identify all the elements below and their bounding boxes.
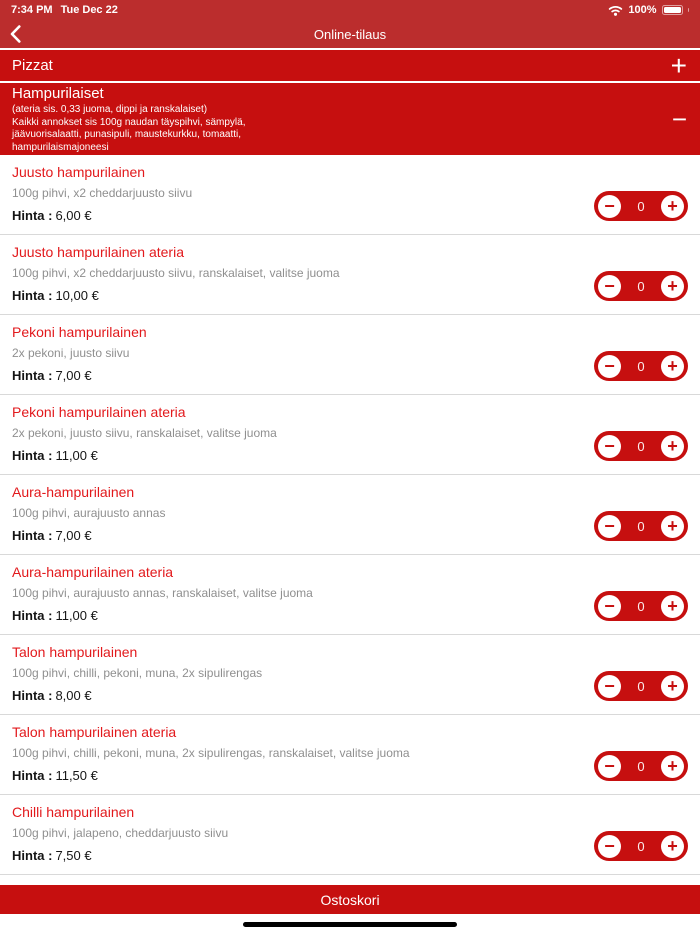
menu-item-row — [0, 795, 700, 875]
home-strip — [0, 914, 700, 934]
section-header-hampurilaiset[interactable] — [0, 83, 700, 155]
nav-bar — [0, 20, 700, 48]
price-value: 11,00 € — [55, 608, 98, 623]
increment-button[interactable]: + — [661, 515, 684, 538]
quantity-stepper — [594, 191, 688, 221]
item-price — [12, 848, 688, 863]
decrement-button[interactable]: − — [598, 835, 621, 858]
section-text — [12, 84, 245, 154]
item-price — [12, 288, 688, 303]
home-indicator[interactable] — [243, 922, 457, 927]
price-label: Hinta : — [12, 368, 53, 383]
menu-item-row — [0, 395, 700, 475]
item-price — [12, 448, 688, 463]
menu-item-row — [0, 235, 700, 315]
item-price — [12, 368, 688, 383]
item-price — [12, 688, 688, 703]
increment-button[interactable]: + — [661, 195, 684, 218]
price-value: 8,00 € — [55, 688, 92, 703]
item-title: Pekoni hampurilainen ateria — [12, 404, 186, 420]
item-title: Pekoni hampurilainen — [12, 324, 147, 340]
menu-list — [0, 155, 700, 875]
quantity-stepper — [594, 351, 688, 381]
quantity-value: 0 — [637, 198, 645, 214]
item-price — [12, 768, 688, 783]
menu-item-row — [0, 635, 700, 715]
item-title: Aura-hampurilainen ateria — [12, 564, 174, 580]
quantity-stepper — [594, 751, 688, 781]
quantity-value: 0 — [637, 278, 645, 294]
decrement-button[interactable]: − — [598, 355, 621, 378]
price-label: Hinta : — [12, 768, 53, 783]
section-subtitle-line: jäävuorisalaatti, punasipuli, maustekurkku, tomaatti, — [12, 129, 242, 140]
item-price — [12, 208, 688, 223]
quantity-stepper — [594, 591, 688, 621]
increment-button[interactable]: + — [661, 355, 684, 378]
decrement-button[interactable]: − — [598, 675, 621, 698]
menu-item-row — [0, 555, 700, 635]
page-title: Online-tilaus — [313, 26, 387, 42]
section-label: Hampurilaiset — [12, 85, 104, 102]
quantity-value: 0 — [637, 518, 645, 534]
item-title: Juusto hampurilainen ateria — [12, 244, 184, 260]
decrement-button[interactable]: − — [598, 515, 621, 538]
price-value: 7,50 € — [55, 848, 92, 863]
increment-button[interactable]: + — [661, 835, 684, 858]
quantity-value: 0 — [637, 598, 645, 614]
quantity-value: 0 — [637, 678, 645, 694]
price-label: Hinta : — [12, 288, 53, 303]
menu-item-row — [0, 315, 700, 395]
item-description: 100g pihvi, chilli, pekoni, muna, 2x sipulirengas, ranskalaiset, valitse juoma — [12, 746, 410, 760]
price-value: 11,50 € — [55, 768, 98, 783]
quantity-stepper — [594, 671, 688, 701]
price-label: Hinta : — [12, 528, 53, 543]
price-label: Hinta : — [12, 208, 53, 223]
item-description: 100g pihvi, x2 cheddarjuusto siivu — [12, 186, 193, 200]
collapse-minus-icon[interactable]: − — [671, 104, 687, 134]
price-label: Hinta : — [12, 448, 53, 463]
status-date: Tue Dec 22 — [60, 4, 118, 16]
price-value: 6,00 € — [55, 208, 92, 223]
quantity-value: 0 — [637, 358, 645, 374]
item-description: 2x pekoni, juusto siivu, ranskalaiset, valitse juoma — [12, 426, 277, 440]
section-subtitle-line: hampurilaismajoneesi — [12, 141, 109, 153]
price-value: 11,00 € — [55, 448, 98, 463]
decrement-button[interactable]: − — [598, 275, 621, 298]
battery-nub-icon — [688, 8, 690, 12]
decrement-button[interactable]: − — [598, 435, 621, 458]
decrement-button[interactable]: − — [598, 195, 621, 218]
price-value: 7,00 € — [55, 528, 92, 543]
item-price — [12, 608, 688, 623]
section-subtitle-line: (ateria sis. 0,33 juoma, dippi ja ranskalaiset) — [12, 104, 208, 115]
item-title: Aura-hampurilainen — [12, 484, 135, 500]
expand-plus-icon[interactable]: + — [670, 49, 687, 81]
menu-item-row — [0, 715, 700, 795]
item-description: 100g pihvi, jalapeno, cheddarjuusto siivu — [12, 826, 229, 840]
quantity-stepper — [594, 431, 688, 461]
item-description: 100g pihvi, aurajuusto annas, ranskalaiset, valitse juoma — [12, 586, 313, 600]
increment-button[interactable]: + — [661, 675, 684, 698]
section-label: Pizzat — [12, 57, 53, 74]
item-description: 100g pihvi, aurajuusto annas — [12, 506, 166, 520]
quantity-value: 0 — [637, 838, 645, 854]
back-button[interactable] — [10, 20, 21, 48]
quantity-stepper — [594, 271, 688, 301]
battery-percent: 100% — [628, 4, 657, 16]
item-description: 100g pihvi, chilli, pekoni, muna, 2x sipulirengas — [12, 666, 263, 680]
status-left — [11, 4, 118, 16]
price-value: 7,00 € — [55, 368, 92, 383]
item-description: 2x pekoni, juusto siivu — [12, 346, 130, 360]
increment-button[interactable]: + — [661, 275, 684, 298]
item-title: Talon hampurilainen ateria — [12, 724, 177, 740]
status-time: 7:34 PM — [11, 4, 53, 16]
increment-button[interactable]: + — [661, 755, 684, 778]
chevron-left-icon — [10, 25, 21, 43]
increment-button[interactable]: + — [661, 595, 684, 618]
decrement-button[interactable]: − — [598, 595, 621, 618]
item-price — [12, 528, 688, 543]
price-value: 10,00 € — [55, 288, 99, 303]
decrement-button[interactable]: − — [598, 755, 621, 778]
quantity-stepper — [594, 511, 688, 541]
item-title: Juusto hampurilainen — [12, 164, 146, 180]
price-label: Hinta : — [12, 848, 53, 863]
section-subtitle-line: Kaikki annokset sis 100g naudan täyspihvi, sämpylä, — [12, 116, 246, 128]
status-right — [608, 4, 689, 16]
section-header-pizzat[interactable] — [0, 50, 700, 81]
increment-button[interactable]: + — [661, 435, 684, 458]
item-description: 100g pihvi, x2 cheddarjuusto siivu, ranskalaiset, valitse juoma — [12, 266, 340, 280]
price-label: Hinta : — [12, 608, 53, 623]
price-label: Hinta : — [12, 688, 53, 703]
quantity-stepper — [594, 831, 688, 861]
wifi-icon — [608, 5, 623, 16]
status-bar — [0, 0, 700, 20]
item-title: Chilli hampurilainen — [12, 804, 135, 820]
item-title: Talon hampurilainen — [12, 644, 138, 660]
menu-item-row — [0, 155, 700, 235]
menu-item-row — [0, 475, 700, 555]
quantity-value: 0 — [637, 758, 645, 774]
cart-button[interactable]: Ostoskori — [0, 885, 700, 914]
quantity-value: 0 — [637, 438, 645, 454]
battery-icon — [662, 5, 683, 15]
